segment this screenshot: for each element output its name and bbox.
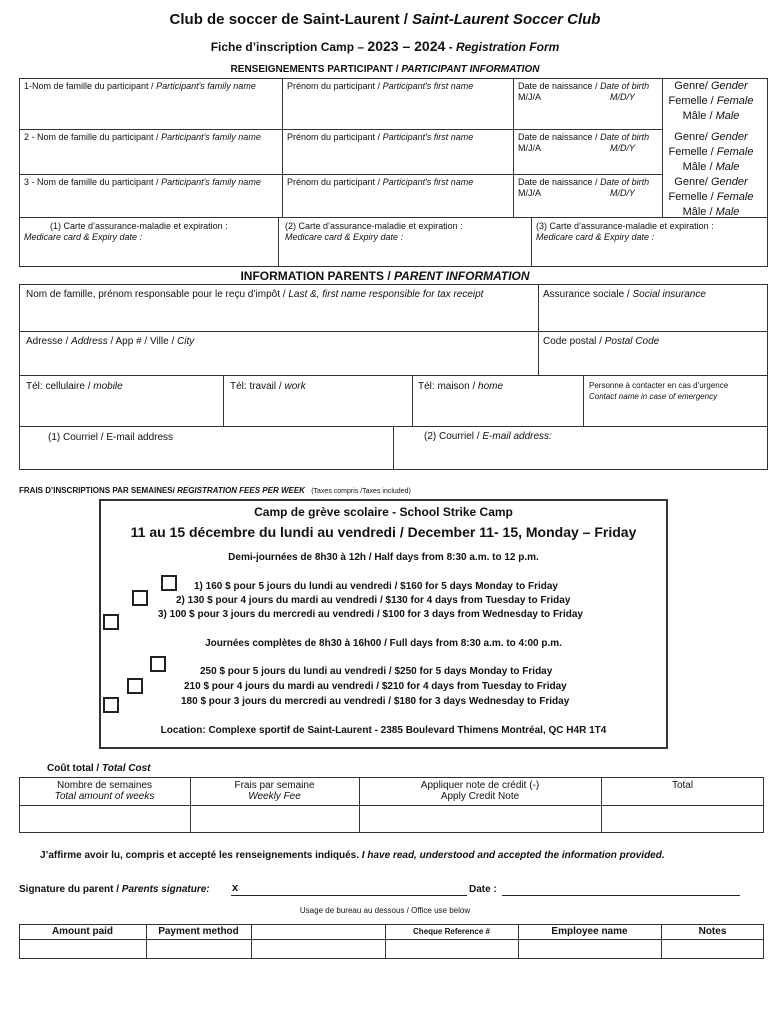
credit-note-input[interactable]	[360, 806, 601, 832]
label-en: Last &, first name responsible for tax receipt	[288, 289, 484, 300]
col-employee-name: Employee name	[551, 926, 628, 937]
declaration	[40, 850, 665, 861]
label-en: Date of birth	[600, 177, 650, 187]
half-day-option-3-checkbox[interactable]	[103, 614, 119, 630]
col-notes: Notes	[698, 926, 727, 937]
participant-3-female-option[interactable]	[666, 190, 756, 205]
subtitle-en: Registration Form	[455, 40, 560, 54]
label-fr: Date de naissance /	[518, 132, 601, 142]
label-en: Participant's family name	[161, 177, 261, 187]
address-field[interactable]	[26, 336, 194, 347]
label-en: Weekly Fee	[248, 791, 301, 802]
signature-line[interactable]	[231, 895, 467, 896]
form-title	[0, 11, 770, 28]
parent-section-en: PARENT INFORMATION	[394, 269, 530, 283]
label-en: Participant's family name	[156, 81, 256, 91]
label-en: Medicare card & Expiry date :	[285, 232, 404, 242]
col-credit-note-header	[359, 780, 601, 802]
gender-fr: Genre/	[674, 176, 711, 188]
half-day-option-2-checkbox[interactable]	[132, 590, 148, 606]
label-city: City	[177, 336, 195, 347]
subtitle-year: 2023 – 2024	[367, 38, 446, 54]
label-en: Date of birth	[600, 81, 650, 91]
participant-1-family-name-field[interactable]	[24, 81, 256, 92]
title-fr: Club de soccer de Saint-Laurent /	[169, 11, 408, 28]
full-day-option-2-checkbox[interactable]	[127, 678, 143, 694]
label-fr: Prénom du participant /	[287, 132, 383, 142]
participant-section-title	[0, 64, 770, 75]
label-en: Total Cost	[102, 763, 151, 774]
dob-format-fr: M/J/A	[518, 188, 542, 198]
participant-1-first-name-field[interactable]	[287, 81, 473, 92]
weeks-input[interactable]	[20, 806, 190, 832]
gender-fr: Genre/	[674, 80, 711, 92]
label-en: Participant's first name	[382, 132, 474, 142]
label-en: Date of birth	[600, 132, 650, 142]
parent-section-title	[0, 269, 770, 283]
female-en: Female	[716, 95, 754, 107]
declaration-en: I have read, understood and accepted the information provided.	[361, 850, 665, 861]
email-1-field[interactable]	[48, 432, 173, 443]
home-phone-field[interactable]	[418, 381, 503, 392]
label-fr: Tél: cellulaire /	[26, 381, 94, 392]
label-fr: Signature du parent /	[19, 884, 122, 895]
label-fr: Code postal /	[543, 336, 605, 347]
subtitle-fr: Fiche d’inscription Camp –	[210, 40, 368, 54]
participant-section-en: PARTICIPANT INFORMATION	[401, 64, 540, 75]
participant-2-gender	[666, 130, 756, 175]
participant-2-first-name-field[interactable]	[287, 132, 473, 143]
half-day-option-3: 3) 100 $ pour 3 jours du mercredi au vendredi / $100 for 3 days from Wednesday to Friday	[158, 609, 583, 620]
col-weeks-header	[19, 780, 190, 802]
date-label: Date :	[469, 884, 497, 895]
full-day-option-3-checkbox[interactable]	[103, 697, 119, 713]
label-fr: 3 - Nom de famille du participant /	[24, 177, 162, 187]
half-day-option-1-checkbox[interactable]	[161, 575, 177, 591]
half-day-option-2: 2) 130 $ pour 4 jours du mardi au vendredi / $130 for 4 days from Tuesday to Friday	[176, 595, 571, 606]
work-phone-field[interactable]	[230, 381, 306, 392]
signature-label	[19, 884, 210, 895]
full-day-option-3: 180 $ pour 3 jours du mercredi au vendredi / $180 for 3 days Wednesday to Friday	[181, 696, 570, 707]
medicare-card-1-field[interactable]	[24, 221, 228, 243]
female-en: Female	[716, 146, 754, 158]
dob-format-fr: M/J/A	[518, 143, 542, 153]
total-cost-label	[47, 763, 151, 774]
label-fr: (2) Carte d’assurance-maladie et expiration :	[285, 221, 463, 231]
participant-1-female-option[interactable]	[666, 94, 756, 109]
label: (1) Courriel / E-mail address	[48, 432, 174, 443]
label-fr: Date de naissance /	[518, 81, 601, 91]
participant-section-fr: RENSEIGNEMENTS PARTICIPANT /	[230, 64, 402, 75]
participant-3-dob-field[interactable]	[518, 177, 658, 199]
dob-format-en: M/D/Y	[610, 188, 636, 198]
signature-mark: x	[232, 882, 239, 894]
label-fr: Personne à contacter en cas d’urgence	[589, 381, 729, 390]
subtitle-sep: -	[445, 40, 456, 54]
total-input[interactable]	[602, 806, 763, 832]
participant-3-family-name-field[interactable]	[24, 177, 261, 188]
camp-title: Camp de grève scolaire - School Strike Camp	[254, 505, 513, 519]
participant-3-first-name-field[interactable]	[287, 177, 473, 188]
male-en: Male	[715, 110, 740, 122]
label-fr: Nom de famille, prénom responsable pour le reçu d’impôt /	[26, 289, 289, 300]
label-en: work	[284, 381, 306, 392]
title-en: Saint-Laurent Soccer Club	[412, 11, 601, 28]
half-day-option-1: 1) 160 $ pour 5 jours du lundi au vendredi / $160 for 5 days Monday to Friday	[194, 581, 558, 592]
label-fr: (3) Carte d’assurance-maladie et expiration :	[536, 221, 714, 231]
label-en: REGISTRATION FEES PER WEEK	[177, 486, 305, 495]
full-day-option-1-checkbox[interactable]	[150, 656, 166, 672]
email-2-field[interactable]	[424, 431, 552, 442]
camp-location: Location: Complexe sportif de Saint-Laurent - 2385 Boulevard Thimens Montréal, QC H4R 1T4	[160, 725, 607, 736]
male-en: Male	[715, 206, 740, 218]
gender-en: Gender	[710, 176, 748, 188]
participant-2-female-option[interactable]	[666, 145, 756, 160]
office-use-label: Usage de bureau au dessous / Office use below	[299, 906, 471, 915]
gender-en: Gender	[710, 131, 748, 143]
label-fr: Prénom du participant /	[287, 81, 383, 91]
label-en: Address	[71, 336, 108, 347]
dob-format-fr: M/J/A	[518, 92, 542, 102]
form-subtitle	[0, 38, 770, 54]
label-fr: Total	[671, 780, 694, 791]
col-payment-method: Payment method	[158, 926, 239, 937]
label-en: Apply Credit Note	[440, 791, 520, 802]
label-en: Medicare card & Expiry date :	[536, 232, 655, 242]
medicare-card-3-field[interactable]	[536, 221, 714, 243]
gender-fr: Genre/	[674, 131, 711, 143]
male-en: Male	[715, 161, 740, 173]
label-fr: Tél: travail /	[230, 381, 285, 392]
label-fr: Appliquer note de crédit (-)	[420, 780, 540, 791]
half-day-header: Demi-journées de 8h30 à 12h / Half days from 8:30 a.m. to 12 p.m.	[228, 552, 539, 563]
label-fr: Prénom du participant /	[287, 177, 383, 187]
label-fr: Assurance sociale /	[543, 289, 633, 300]
participant-2-dob-field[interactable]	[518, 132, 658, 154]
participant-3-male-option[interactable]	[666, 205, 756, 220]
label-en: Participant's first name	[382, 177, 474, 187]
full-day-option-1: 250 $ pour 5 jours du lundi au vendredi / $250 for 5 days Monday to Friday	[200, 666, 553, 677]
parent-section-fr: INFORMATION PARENTS /	[240, 269, 394, 283]
label-en: Participant's first name	[382, 81, 474, 91]
label-fr: 1-Nom de famille du participant /	[24, 81, 157, 91]
male-fr: Mâle /	[682, 110, 716, 122]
label-tax: (Taxes compris /Taxes included)	[311, 488, 411, 495]
label-en: Postal Code	[604, 336, 660, 347]
col-weekly-fee-header	[190, 780, 359, 802]
label-en: Social insurance	[632, 289, 706, 300]
col-total-header	[601, 780, 764, 791]
fees-label	[19, 486, 411, 495]
female-fr: Femelle /	[668, 191, 717, 203]
label-en: home	[478, 381, 504, 392]
full-day-header: Journées complètes de 8h30 à 16h00 / Full days from 8:30 a.m. to 4:00 p.m.	[205, 638, 562, 649]
social-insurance-field[interactable]	[543, 289, 706, 300]
participant-1-male-option[interactable]	[666, 109, 756, 124]
full-day-option-2: 210 $ pour 4 jours du mardi au vendredi / $210 for 4 days from Tuesday to Friday	[184, 681, 567, 692]
col-cheque-reference: Cheque Reference #	[413, 927, 490, 936]
label-fr: Coût total /	[47, 763, 102, 774]
label-fr: Tél: maison /	[418, 381, 479, 392]
label-en: Total amount of weeks	[54, 791, 155, 802]
medicare-card-2-field[interactable]	[285, 221, 463, 243]
female-fr: Femelle /	[668, 146, 717, 158]
camp-dates: 11 au 15 décembre du lundi au vendredi / December 11- 15, Monday – Friday	[130, 524, 637, 540]
tax-receipt-name-field[interactable]	[26, 289, 483, 300]
female-en: Female	[716, 191, 754, 203]
participant-1-dob-field[interactable]	[518, 81, 658, 103]
label-en: Parents signature:	[121, 884, 210, 895]
female-fr: Femelle /	[668, 95, 717, 107]
label-en: Participant's family name	[161, 132, 261, 142]
gender-en: Gender	[710, 80, 748, 92]
label-fr: 2 - Nom de famille du participant /	[24, 132, 162, 142]
participant-3-gender	[666, 175, 756, 220]
label-en: Contact name in case of emergency	[589, 392, 718, 401]
declaration-fr: J’affirme avoir lu, compris et accepté les renseignements indiqués.	[40, 850, 362, 861]
label-fr: Date de naissance /	[518, 177, 601, 187]
participant-1-gender	[666, 79, 756, 124]
participant-2-family-name-field[interactable]	[24, 132, 261, 143]
label-fr: FRAIS D’INSCRIPTIONS PAR SEMAINES/	[19, 486, 178, 495]
date-line[interactable]	[502, 895, 740, 896]
label-fr: (1) Carte d’assurance-maladie et expiration :	[50, 221, 228, 231]
label-fr: Adresse /	[26, 336, 72, 347]
label-fr: Nombre de semaines	[56, 780, 153, 791]
emergency-contact-field[interactable]	[589, 380, 728, 402]
dob-format-en: M/D/Y	[610, 92, 636, 102]
dob-format-en: M/D/Y	[610, 143, 636, 153]
mobile-phone-field[interactable]	[26, 381, 123, 392]
label-fr: (2) Courriel /	[424, 431, 483, 442]
label-en: E-mail address:	[482, 431, 552, 442]
male-fr: Mâle /	[682, 161, 716, 173]
male-fr: Mâle /	[682, 206, 716, 218]
label-en: Medicare card & Expiry date :	[24, 232, 143, 242]
label-fr: Frais par semaine	[234, 780, 315, 791]
participant-2-male-option[interactable]	[666, 160, 756, 175]
label-mid: / App # / Ville /	[107, 336, 178, 347]
weekly-fee-input[interactable]	[191, 806, 359, 832]
postal-code-field[interactable]	[543, 336, 659, 347]
label-en: mobile	[93, 381, 123, 392]
col-amount-paid: Amount paid	[51, 926, 114, 937]
